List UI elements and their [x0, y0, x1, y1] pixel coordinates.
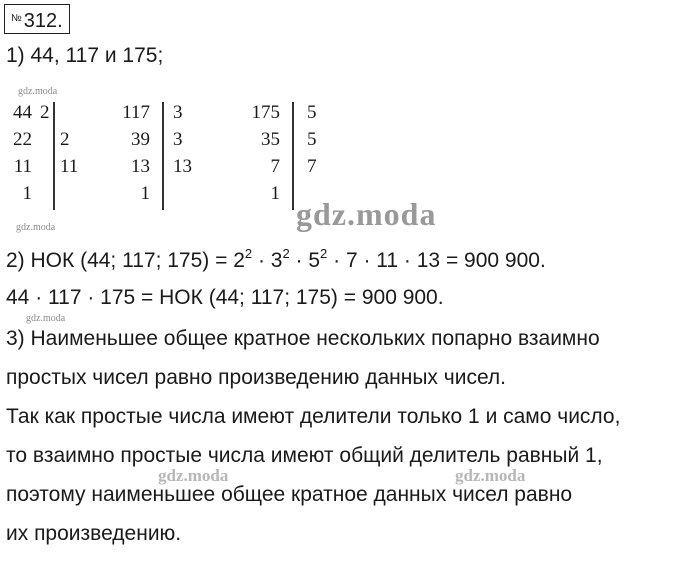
part3-line-5: поэтому наименьшее общее кратное данных чисел равно — [6, 483, 573, 506]
exp-3: 2 — [320, 246, 328, 261]
exp-1: 2 — [244, 246, 253, 261]
watermark-small-3: gdz.moda — [26, 313, 66, 324]
fact-117-r1-d: 3 — [173, 102, 183, 123]
watermark-mid-1: gdz.moda — [158, 466, 229, 485]
fact-175-r2-d: 5 — [307, 129, 317, 150]
fact-44-r4-n: 1 — [22, 183, 32, 204]
fact-117-r3-n: 13 — [131, 156, 150, 177]
number-sign: № — [11, 13, 22, 24]
part2-mul-1: · 3 — [252, 249, 283, 272]
fact-44-r1-n: 44 — [13, 102, 32, 123]
part3-line-2: простых чисел равно произведению данных чисел. — [6, 366, 507, 389]
fact-44-r2-d: 2 — [60, 129, 70, 150]
part3-line-3: Так как простые числа имеют делители только 1 и само число, — [6, 405, 621, 428]
fact-117-r2-d: 3 — [173, 129, 183, 150]
part2-suffix: · 7 · 11 · 13 = 900 900. — [327, 249, 546, 272]
part3-line-4: то взаимно простые числа имеют общий делитель равный 1, — [6, 444, 603, 467]
fact-175-r1-n: 175 — [251, 102, 280, 123]
fact-44-r1-d: 2 — [40, 102, 50, 123]
watermark-mid-2: gdz.moda — [455, 466, 526, 485]
part2-mul-2: · 5 — [289, 249, 321, 272]
task-number — [4, 4, 70, 34]
watermark-small-1: gdz.moda — [18, 86, 58, 97]
fact-117-r2-n: 39 — [131, 129, 150, 150]
part3-line-6: их произведению. — [6, 522, 182, 545]
exp-2: 2 — [282, 246, 290, 261]
watermark-small-2: gdz.moda — [16, 222, 56, 233]
part2-prefix: 2) НОК (44; 117; 175) = 2 — [6, 249, 245, 272]
fact-175-r1-d: 5 — [307, 102, 317, 123]
fact-44-r2-n: 22 — [13, 129, 32, 150]
task-number-value: 312. — [23, 10, 63, 32]
fact-175-r3-n: 7 — [270, 156, 280, 177]
fact-175-r2-n: 35 — [261, 129, 280, 150]
fact-44-r3-d: 11 — [60, 156, 79, 177]
fact-117-r3-d: 13 — [173, 156, 192, 177]
fact-117-r4-n: 1 — [140, 183, 150, 204]
fact-44-r3-n: 11 — [13, 156, 32, 177]
part2-line2: 44 · 117 · 175 = НОК (44; 117; 175) = 900 900. — [6, 286, 444, 309]
part2-formula — [6, 246, 546, 273]
part1-line: 1) 44, 117 и 175; — [6, 44, 164, 67]
fact-175-r3-d: 7 — [307, 156, 317, 177]
fact-117-r1-n: 117 — [122, 102, 150, 123]
watermark-big: gdz.moda — [296, 196, 437, 232]
fact-175-r4-n: 1 — [270, 183, 280, 204]
part3-line-1: 3) Наименьшее общее кратное нескольких попарно взаимно — [6, 327, 600, 350]
